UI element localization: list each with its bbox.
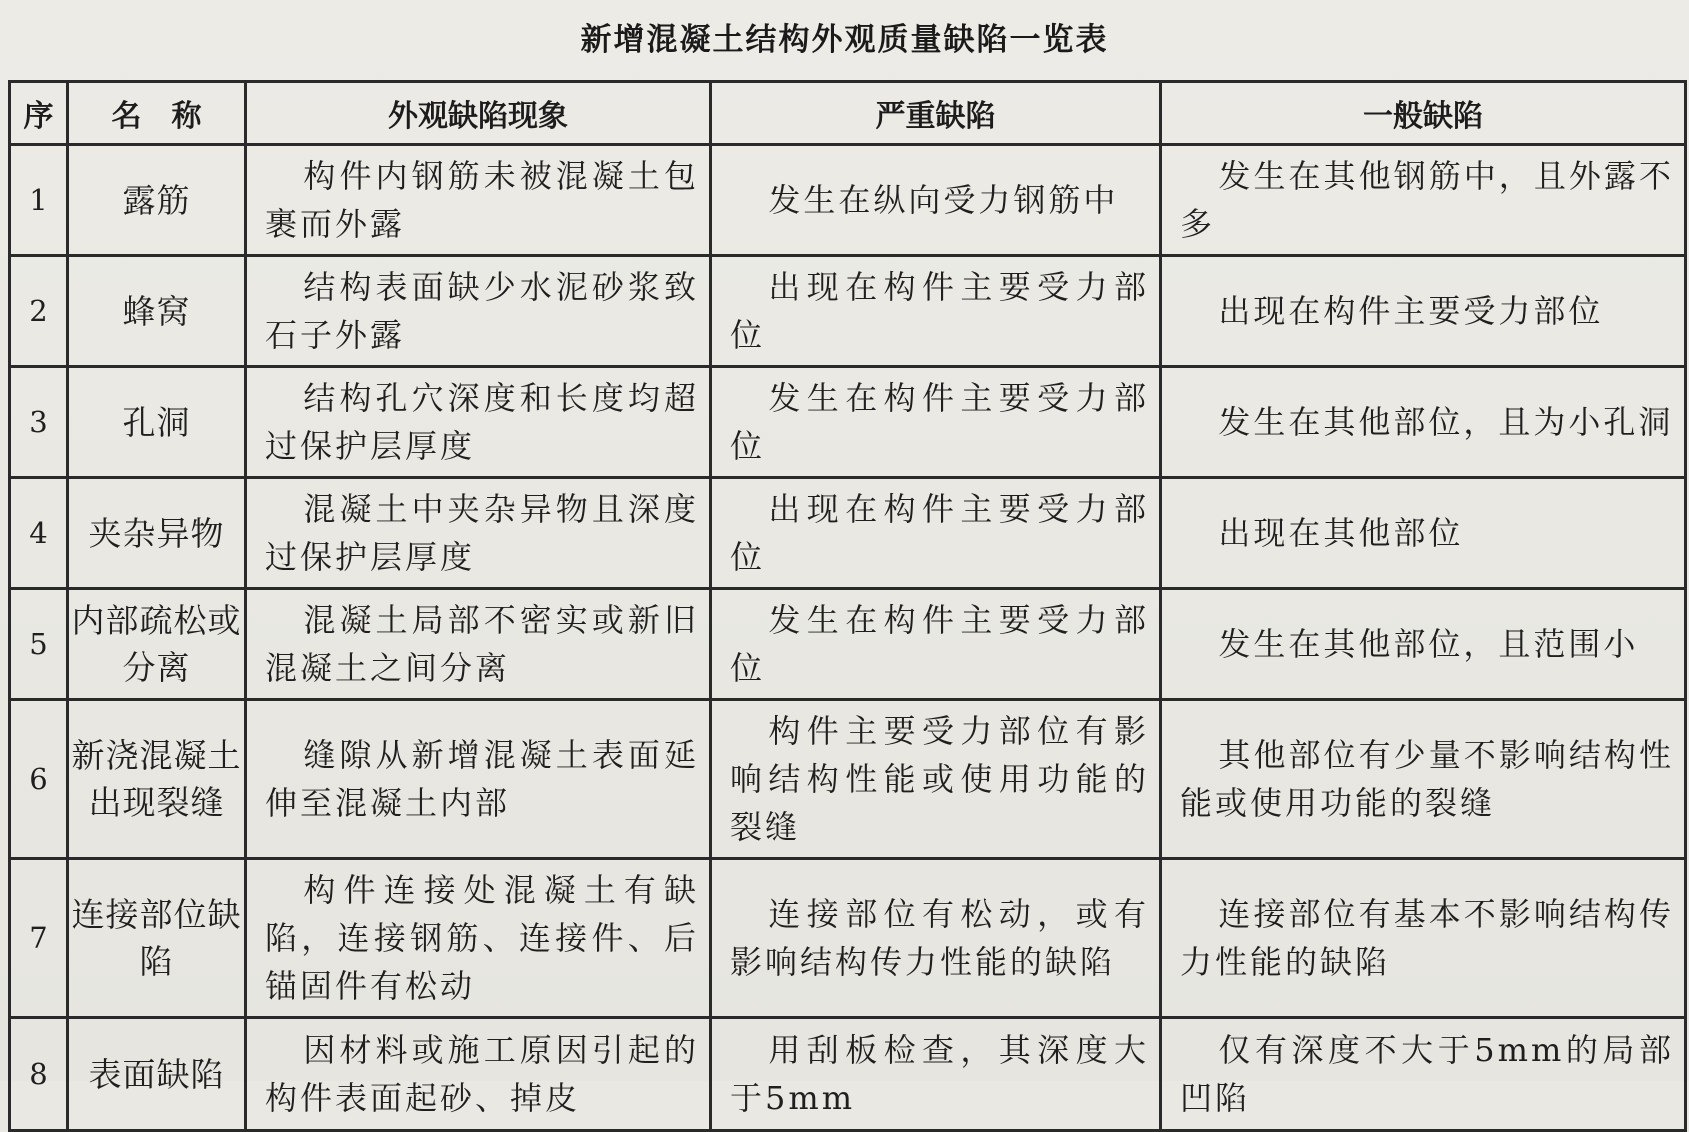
row-severe <box>711 1018 1161 1131</box>
row-severe <box>711 859 1161 1018</box>
row-severe-text: 出现在构件主要受力部位 <box>730 490 1149 576</box>
row-phenomenon-text: 构件内钢筋未被混凝土包裹而外露 <box>265 157 699 243</box>
row-seq: 2 <box>10 256 68 367</box>
row-severe <box>711 589 1161 700</box>
row-general <box>1161 859 1686 1018</box>
row-severe <box>711 367 1161 478</box>
table-row <box>10 145 1686 256</box>
row-general-text: 发生在其他钢筋中，且外露不多 <box>1180 157 1674 243</box>
row-phenomenon-text: 缝隙从新增混凝土表面延伸至混凝土内部 <box>265 736 699 822</box>
row-phenomenon <box>246 589 711 700</box>
row-severe-text: 用刮板检查，其深度大于5mm <box>730 1031 1149 1117</box>
row-phenomenon-text: 构件连接处混凝土有缺陷，连接钢筋、连接件、后锚固件有松动 <box>265 871 699 1005</box>
row-general <box>1161 700 1686 859</box>
row-phenomenon-text: 结构表面缺少水泥砂浆致石子外露 <box>265 268 699 354</box>
row-phenomenon <box>246 367 711 478</box>
row-phenomenon <box>246 256 711 367</box>
row-phenomenon-text: 混凝土局部不密实或新旧混凝土之间分离 <box>265 601 699 687</box>
row-name: 蜂窝 <box>68 256 246 367</box>
row-general <box>1161 1018 1686 1131</box>
row-name: 新浇混凝土出现裂缝 <box>68 700 246 859</box>
row-severe-text: 发生在纵向受力钢筋中 <box>768 181 1119 219</box>
row-severe <box>711 145 1161 256</box>
row-general-text: 发生在其他部位，且范围小 <box>1218 625 1639 663</box>
row-general-text: 仅有深度不大于5mm的局部凹陷 <box>1180 1031 1674 1117</box>
row-phenomenon <box>246 145 711 256</box>
row-name: 夹杂异物 <box>68 478 246 589</box>
table-row <box>10 367 1686 478</box>
table-title: 新增混凝土结构外观质量缺陷一览表 <box>580 22 1109 58</box>
row-phenomenon <box>246 1018 711 1131</box>
row-severe <box>711 256 1161 367</box>
table-row <box>10 1018 1686 1131</box>
row-seq: 8 <box>10 1018 68 1131</box>
row-seq: 5 <box>10 589 68 700</box>
row-seq: 7 <box>10 859 68 1018</box>
row-severe-text: 发生在构件主要受力部位 <box>730 379 1149 465</box>
defects-table <box>8 80 1687 1132</box>
row-general-text: 其他部位有少量不影响结构性能或使用功能的裂缝 <box>1180 736 1674 822</box>
row-phenomenon-text: 结构孔穴深度和长度均超过保护层厚度 <box>265 379 699 465</box>
row-general-text: 发生在其他部位，且为小孔洞 <box>1218 403 1674 441</box>
table-row <box>10 478 1686 589</box>
row-seq: 4 <box>10 478 68 589</box>
row-seq: 6 <box>10 700 68 859</box>
row-phenomenon <box>246 859 711 1018</box>
table-row <box>10 700 1686 859</box>
row-severe <box>711 478 1161 589</box>
row-general <box>1161 256 1686 367</box>
row-general-text: 出现在构件主要受力部位 <box>1218 292 1604 330</box>
row-seq: 1 <box>10 145 68 256</box>
row-general <box>1161 478 1686 589</box>
header-severe: 严重缺陷 <box>711 82 1161 145</box>
row-phenomenon-text: 混凝土中夹杂异物且深度过保护层厚度 <box>265 490 699 576</box>
row-name: 露筋 <box>68 145 246 256</box>
row-severe-text: 发生在构件主要受力部位 <box>730 601 1149 687</box>
row-phenomenon <box>246 700 711 859</box>
row-general-text: 连接部位有基本不影响结构传力性能的缺陷 <box>1180 895 1674 981</box>
row-phenomenon <box>246 478 711 589</box>
row-name: 内部疏松或分离 <box>68 589 246 700</box>
row-general <box>1161 145 1686 256</box>
table-row <box>10 589 1686 700</box>
row-name: 表面缺陷 <box>68 1018 246 1131</box>
header-seq: 序 <box>10 82 68 145</box>
row-severe-text: 连接部位有松动，或有影响结构传力性能的缺陷 <box>730 895 1149 981</box>
table-row <box>10 256 1686 367</box>
table-row <box>10 859 1686 1018</box>
row-general <box>1161 367 1686 478</box>
row-name: 连接部位缺陷 <box>68 859 246 1018</box>
row-general-text: 出现在其他部位 <box>1218 514 1464 552</box>
header-general: 一般缺陷 <box>1161 82 1686 145</box>
row-name: 孔洞 <box>68 367 246 478</box>
row-phenomenon-text: 因材料或施工原因引起的构件表面起砂、掉皮 <box>265 1031 699 1117</box>
row-severe <box>711 700 1161 859</box>
header-name: 名 称 <box>68 82 246 145</box>
row-severe-text: 出现在构件主要受力部位 <box>730 268 1149 354</box>
row-general <box>1161 589 1686 700</box>
row-severe-text: 构件主要受力部位有影响结构性能或使用功能的裂缝 <box>730 712 1149 846</box>
row-seq: 3 <box>10 367 68 478</box>
header-phenomenon: 外观缺陷现象 <box>246 82 711 145</box>
header-row <box>10 82 1686 145</box>
